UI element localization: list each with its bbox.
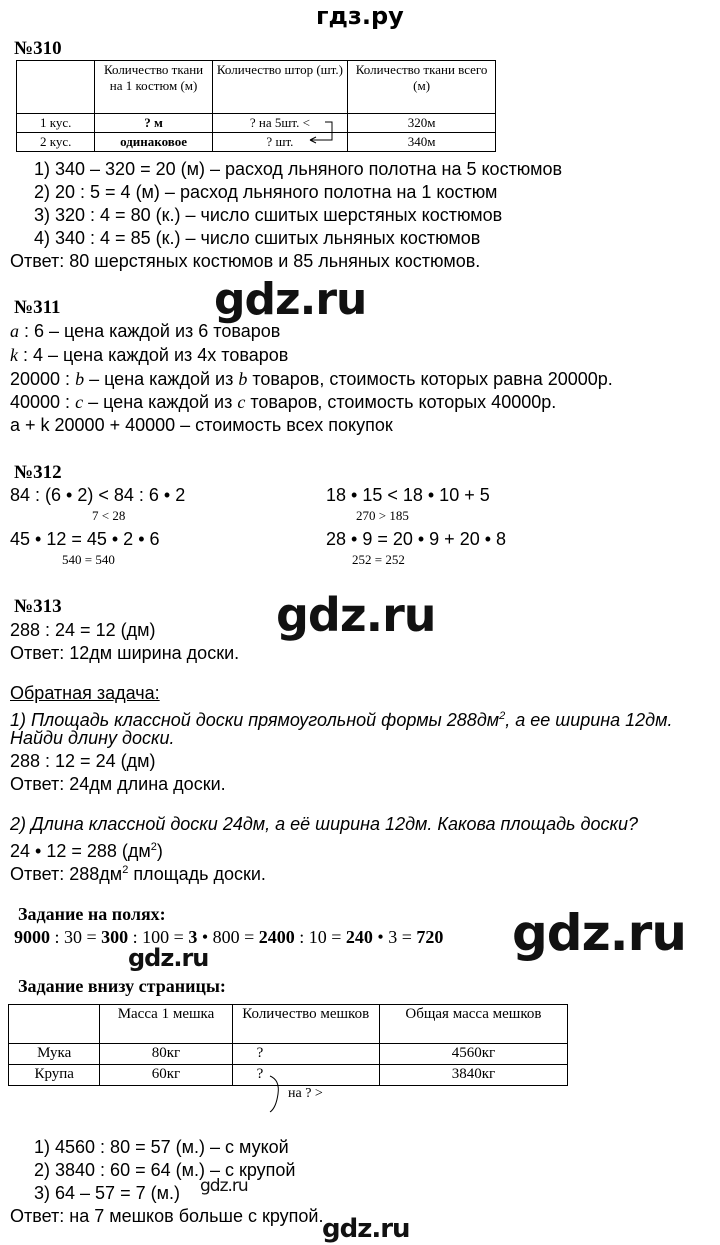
superscript: 2: [122, 864, 129, 876]
comparison-result: 270 > 185: [356, 508, 409, 523]
table-header-cell: Количество штор (шт.): [212, 61, 348, 114]
table-header-cell: Количество ткани всего (м): [348, 61, 496, 114]
answer-text: площадь доски.: [128, 864, 266, 884]
table-header-cell: [9, 1005, 100, 1044]
calc-line: 288 : 24 = 12 (дм): [10, 620, 156, 640]
bottom-task-table: [8, 1004, 568, 1086]
watermark: gdz.ru: [276, 588, 436, 642]
expression-line: [10, 320, 280, 342]
variable: b: [75, 369, 85, 389]
table-cell: ?: [232, 1044, 379, 1065]
calc-text: 24 • 12 = 288 (дм: [10, 841, 151, 861]
chain-operator: • 800 =: [197, 927, 259, 947]
answer-line: Ответ: 80 шерстяных костюмов и 85 льняных костюмов.: [10, 251, 481, 271]
chain-number: 720: [416, 927, 444, 947]
chain-number: 9000: [14, 927, 50, 947]
expression-text: 40000 :: [10, 392, 76, 412]
expression-line: [10, 391, 556, 413]
chain-number: 2400: [258, 927, 295, 947]
task-310-title: №310: [14, 38, 62, 59]
answer-line: Ответ: 12дм ширина доски.: [10, 643, 240, 663]
table-cell: 2 кус.: [17, 133, 95, 152]
watermark: gdz.ru: [214, 274, 367, 325]
step-line: 3) 64 – 57 = 7 (м.): [34, 1183, 180, 1203]
expression-text: товаров, стоимость которых равна 20000р.: [247, 369, 613, 389]
site-header[interactable]: гдз.ру: [316, 2, 404, 30]
table-cell: 3840кг: [379, 1065, 567, 1086]
superscript: 2: [150, 841, 157, 853]
step-line: 4) 340 : 4 = 85 (к.) – число сшитых льняных костюмов: [34, 228, 481, 248]
table-cell: 80кг: [100, 1044, 232, 1065]
watermark: gdz.ru: [322, 1214, 410, 1244]
compare-arrow-icon: [280, 118, 340, 158]
comparison-expr: 28 • 9 = 20 • 9 + 20 • 8: [326, 529, 507, 549]
task-311-title: №311: [14, 297, 61, 318]
inverse-task-title: Обратная задача:: [10, 683, 160, 703]
table-cell: ? м: [95, 114, 212, 133]
table-cell: 1 кус.: [17, 114, 95, 133]
calc-line: 288 : 12 = 24 (дм): [10, 751, 156, 771]
task-text: 1) Площадь классной доски прямоугольной формы 288дм: [10, 710, 500, 730]
expression-line: [10, 368, 613, 390]
superscript: 2: [499, 710, 506, 722]
expression-text: : 6 – цена каждой из 6 товаров: [19, 321, 281, 341]
step-line: 2) 3840 : 60 = 64 (м.) – с крупой: [34, 1160, 296, 1180]
margin-task-title: Задание на полях:: [18, 904, 166, 924]
step-line: 1) 340 – 320 = 20 (м) – расход льняного полотна на 5 костюмов: [34, 159, 563, 179]
table-cell: ? шт.: [212, 133, 348, 152]
chain-operator: : 100 =: [128, 927, 189, 947]
table-cell: 320м: [348, 114, 496, 133]
watermark: gdz.ru: [200, 1176, 248, 1196]
comparison-result: 540 = 540: [62, 552, 115, 567]
table-header-cell: Масса 1 мешка: [100, 1005, 232, 1044]
chain-number: 240: [345, 927, 373, 947]
table-header-cell: Общая масса мешков: [379, 1005, 567, 1044]
watermark: gdz.ru: [128, 944, 209, 972]
variable: c: [237, 392, 246, 412]
chain-number: 300: [101, 927, 129, 947]
chain-operator: : 30 =: [50, 927, 102, 947]
table-header-cell: [17, 61, 95, 114]
answer-line: Ответ: 24дм длина доски.: [10, 774, 226, 794]
table-row: [17, 114, 496, 133]
table-cell: Крупа: [9, 1065, 100, 1086]
variable: b: [238, 369, 248, 389]
inverse-task-1-line2: Найди длину доски.: [10, 728, 175, 748]
table-header-cell: Количество ткани на 1 костюм (м): [95, 61, 212, 114]
table-row: [9, 1044, 568, 1065]
calc-text: ): [156, 841, 163, 861]
task-312-title: №312: [14, 462, 62, 483]
difference-note: на ? >: [288, 1086, 323, 1101]
comparison-result: 7 < 28: [92, 508, 126, 523]
expression-text: 20000 :: [10, 369, 76, 389]
watermark: gdz.ru: [512, 904, 686, 962]
expression-text: – цена каждой из: [83, 392, 238, 412]
expression-text: – цена каждой из: [84, 369, 239, 389]
variable: a: [10, 321, 19, 341]
table-cell: 60кг: [100, 1065, 232, 1086]
task-text: , а ее ширина 12дм.: [505, 710, 673, 730]
table-header-row: [9, 1005, 568, 1044]
table-header-row: [17, 61, 496, 114]
margin-task-chain: [14, 926, 443, 948]
chain-operator: • 3 =: [372, 927, 417, 947]
step-line: 2) 20 : 5 = 4 (м) – расход льняного полотна на 1 костюм: [34, 182, 498, 202]
variable: k: [10, 345, 18, 365]
inverse-task-2: 2) Длина классной доски 24дм, а её ширина 12дм. Какова площадь доски?: [10, 814, 639, 834]
table-cell: 340м: [348, 133, 496, 152]
step-line: 3) 320 : 4 = 80 (к.) – число сшитых шерстяных костюмов: [34, 205, 503, 225]
task-313-title: №313: [14, 596, 62, 617]
table-cell: Мука: [9, 1044, 100, 1065]
comparison-result: 252 = 252: [352, 552, 405, 567]
table-cell: ?: [232, 1065, 379, 1086]
answer-text: Ответ: 288дм: [10, 864, 123, 884]
comparison-expr: 18 • 15 < 18 • 10 + 5: [326, 485, 490, 505]
comparison-expr: 84 : (6 • 2) < 84 : 6 • 2: [10, 485, 186, 505]
comparison-expr: 45 • 12 = 45 • 2 • 6: [10, 529, 160, 549]
variable: c: [75, 392, 84, 412]
expression-text: : 4 – цена каждой из 4х товаров: [18, 345, 289, 365]
step-line: 1) 4560 : 80 = 57 (м.) – с мукой: [34, 1137, 289, 1157]
table-cell: ? на 5шт. <: [212, 114, 348, 133]
table-row: [9, 1065, 568, 1086]
table-cell: одинаковое: [95, 133, 212, 152]
table-cell: 4560кг: [379, 1044, 567, 1065]
answer-line: [10, 859, 266, 885]
expression-line: a + k 20000 + 40000 – стоимость всех покупок: [10, 415, 393, 435]
brace-icon: [266, 1074, 286, 1116]
expression-text: товаров, стоимость которых 40000р.: [245, 392, 557, 412]
table-row: [17, 133, 496, 152]
chain-number: 3: [188, 927, 198, 947]
task-310-table: [16, 60, 496, 152]
bottom-task-title: Задание внизу страницы:: [18, 976, 226, 996]
expression-line: [10, 344, 288, 366]
chain-operator: : 10 =: [294, 927, 346, 947]
answer-line: Ответ: на 7 мешков больше с крупой.: [10, 1206, 324, 1226]
table-header-cell: Количество мешков: [232, 1005, 379, 1044]
